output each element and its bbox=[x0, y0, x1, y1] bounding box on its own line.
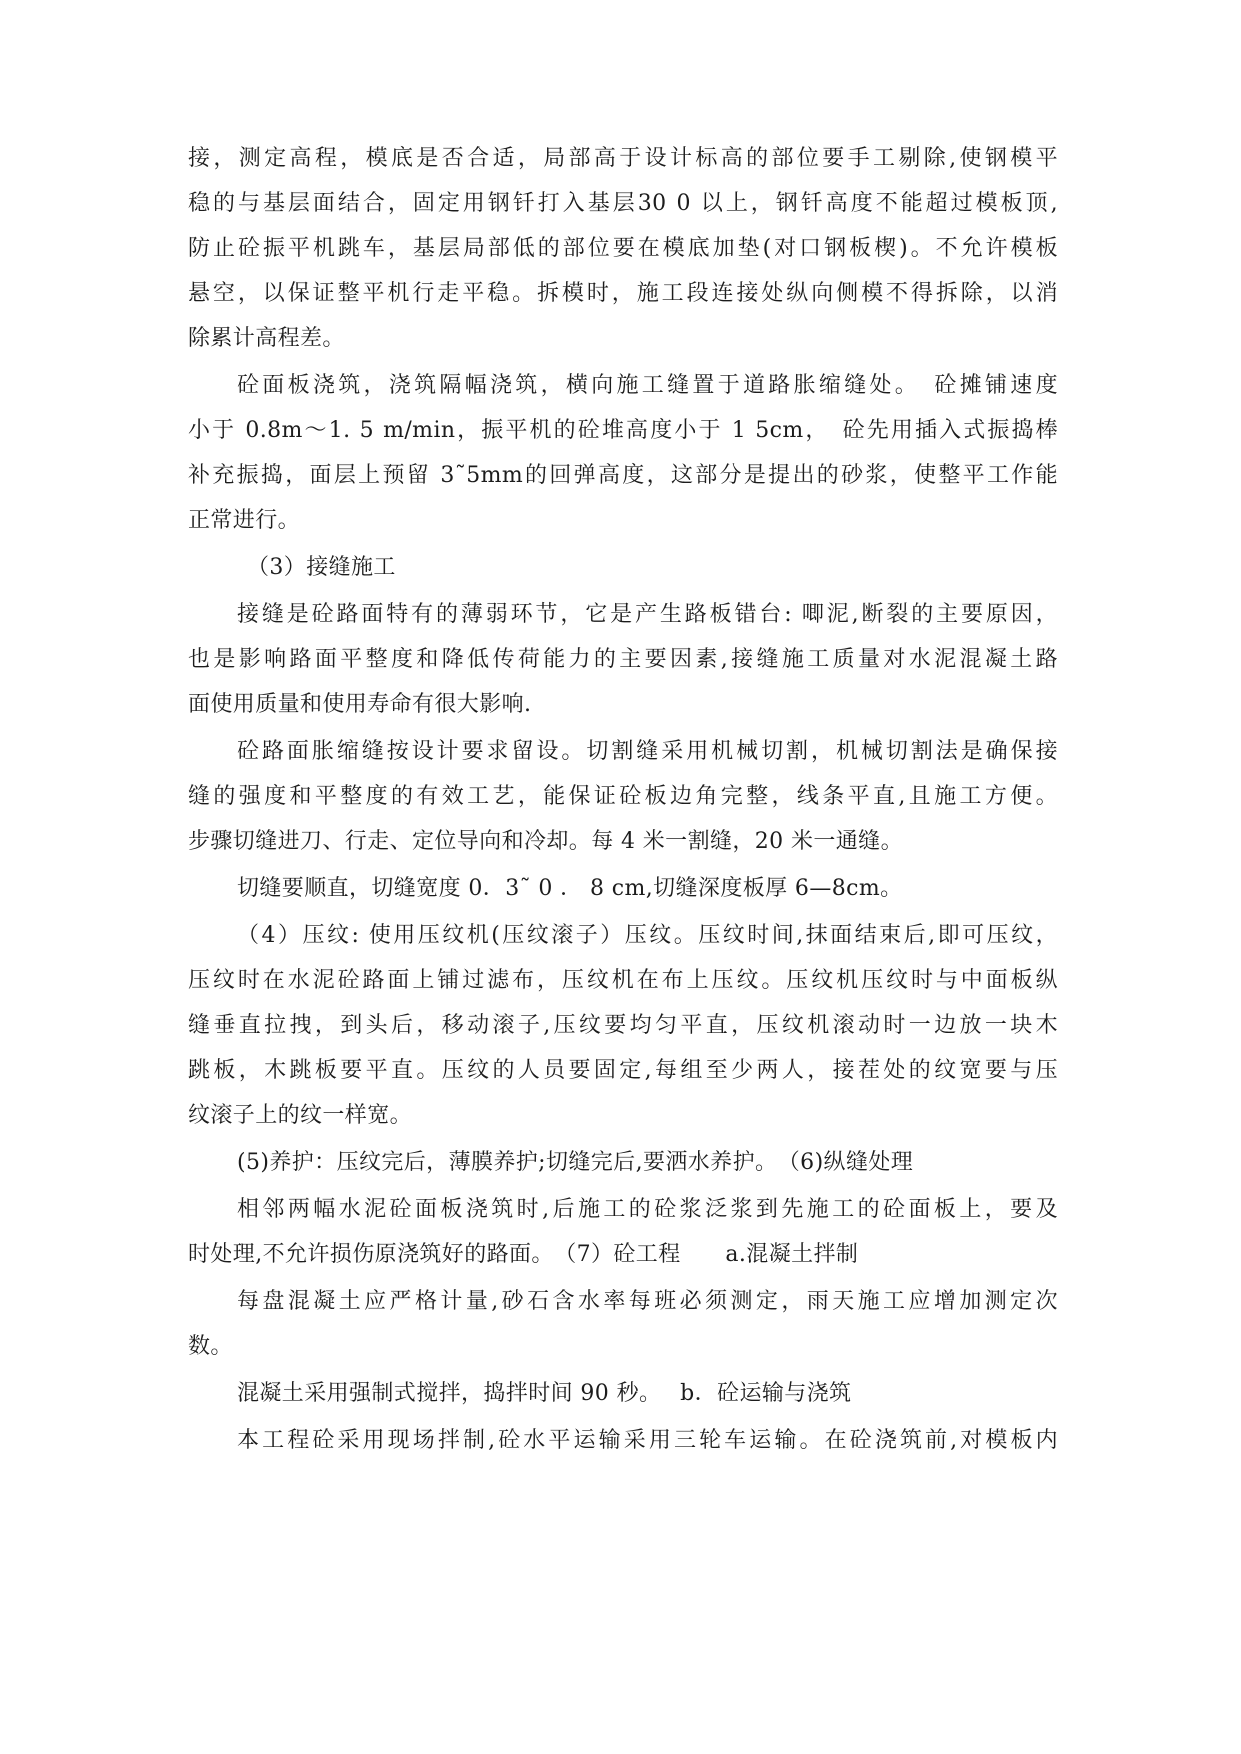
text-line: 稳的与基层面结合，固定用钢钎打入基层30 0 以上，钢钎高度不能超过模板顶, bbox=[188, 191, 1058, 216]
text-line: 正常进行。 bbox=[188, 508, 301, 533]
paragraph-first-line: （4）压纹: 使用压纹机(压纹滚子）压纹。压纹时间,抹面结束后,即可压纹， bbox=[237, 923, 1058, 948]
text-line: 跳板，木跳板要平直。压纹的人员要固定,每组至少两人，接茬处的纹宽要与压 bbox=[188, 1058, 1058, 1083]
text-line: 缝垂直拉拽，到头后，移动滚子,压纹要均匀平直，压纹机滚动时一边放一块木 bbox=[188, 1013, 1058, 1038]
text-line: 补充振捣，面层上预留 3˜5mm的回弹高度，这部分是提出的砂浆，使整平工作能 bbox=[188, 463, 1058, 488]
text-line: 小于 0.8m～1. 5 m/min，振平机的砼堆高度小于 1 5cm， 砼先用插入式振捣棒 bbox=[188, 418, 1058, 443]
section-heading: （3）接缝施工 bbox=[247, 555, 396, 580]
paragraph-first-line: 相邻两幅水泥砼面板浇筑时,后施工的砼浆泛浆到先施工的砼面板上，要及 bbox=[237, 1197, 1058, 1222]
paragraph-first-line: 混凝土采用强制式搅拌，捣拌时间 90 秒。 b．砼运输与浇筑 bbox=[237, 1381, 852, 1406]
text-line: 步骤切缝进刀、行走、定位导向和冷却。每 4 米一割缝，20 米一通缝。 bbox=[188, 829, 903, 854]
paragraph-first-line: 砼面板浇筑，浇筑隔幅浇筑，横向施工缝置于道路胀缩缝处。 砼摊铺速度 bbox=[237, 373, 1058, 398]
text-line: 面使用质量和使用寿命有很大影响. bbox=[188, 692, 532, 717]
paragraph-first-line: 接缝是砼路面特有的薄弱环节，它是产生路板错台: 唧泥,断裂的主要原因， bbox=[237, 602, 1058, 627]
text-line: 悬空，以保证整平机行走平稳。拆模时，施工段连接处纵向侧模不得拆除，以消 bbox=[188, 281, 1058, 306]
paragraph-first-line: (5)养护：压纹完后，薄膜养护;切缝完后,要洒水养护。 （6)纵缝处理 bbox=[237, 1150, 914, 1175]
text-line: 压纹时在水泥砼路面上铺过滤布，压纹机在布上压纹。压纹机压纹时与中面板纵 bbox=[188, 968, 1058, 993]
text-line: 时处理,不允许损伤原浇筑好的路面。 （7）砼工程 a.混凝土拌制 bbox=[188, 1242, 859, 1267]
text-line: 接，测定高程，模底是否合适，局部高于设计标高的部位要手工剔除,使钢模平 bbox=[188, 146, 1058, 171]
paragraph-first-line: 切缝要顺直，切缝宽度 0．3˜ 0 ． 8 cm,切缝深度板厚 6—8cm。 bbox=[237, 876, 903, 901]
text-line: 纹滚子上的纹一样宽。 bbox=[188, 1103, 413, 1128]
text-line: 数。 bbox=[188, 1334, 233, 1359]
text-line: 缝的强度和平整度的有效工艺，能保证砼板边角完整，线条平直,且施工方便。 bbox=[188, 784, 1058, 809]
paragraph-first-line: 每盘混凝土应严格计量,砂石含水率每班必须测定，雨天施工应增加测定次 bbox=[237, 1289, 1058, 1314]
paragraph-first-line: 本工程砼采用现场拌制,砼水平运输采用三轮车运输。在砼浇筑前,对模板内 bbox=[237, 1428, 1058, 1453]
text-line: 也是影响路面平整度和降低传荷能力的主要因素,接缝施工质量对水泥混凝土路 bbox=[188, 647, 1058, 672]
paragraph-first-line: 砼路面胀缩缝按设计要求留设。切割缝采用机械切割，机械切割法是确保接 bbox=[237, 739, 1058, 764]
text-line: 防止砼振平机跳车，基层局部低的部位要在模底加垫(对口钢板楔)。不允许模板 bbox=[188, 236, 1058, 261]
text-line: 除累计高程差。 bbox=[188, 326, 345, 351]
